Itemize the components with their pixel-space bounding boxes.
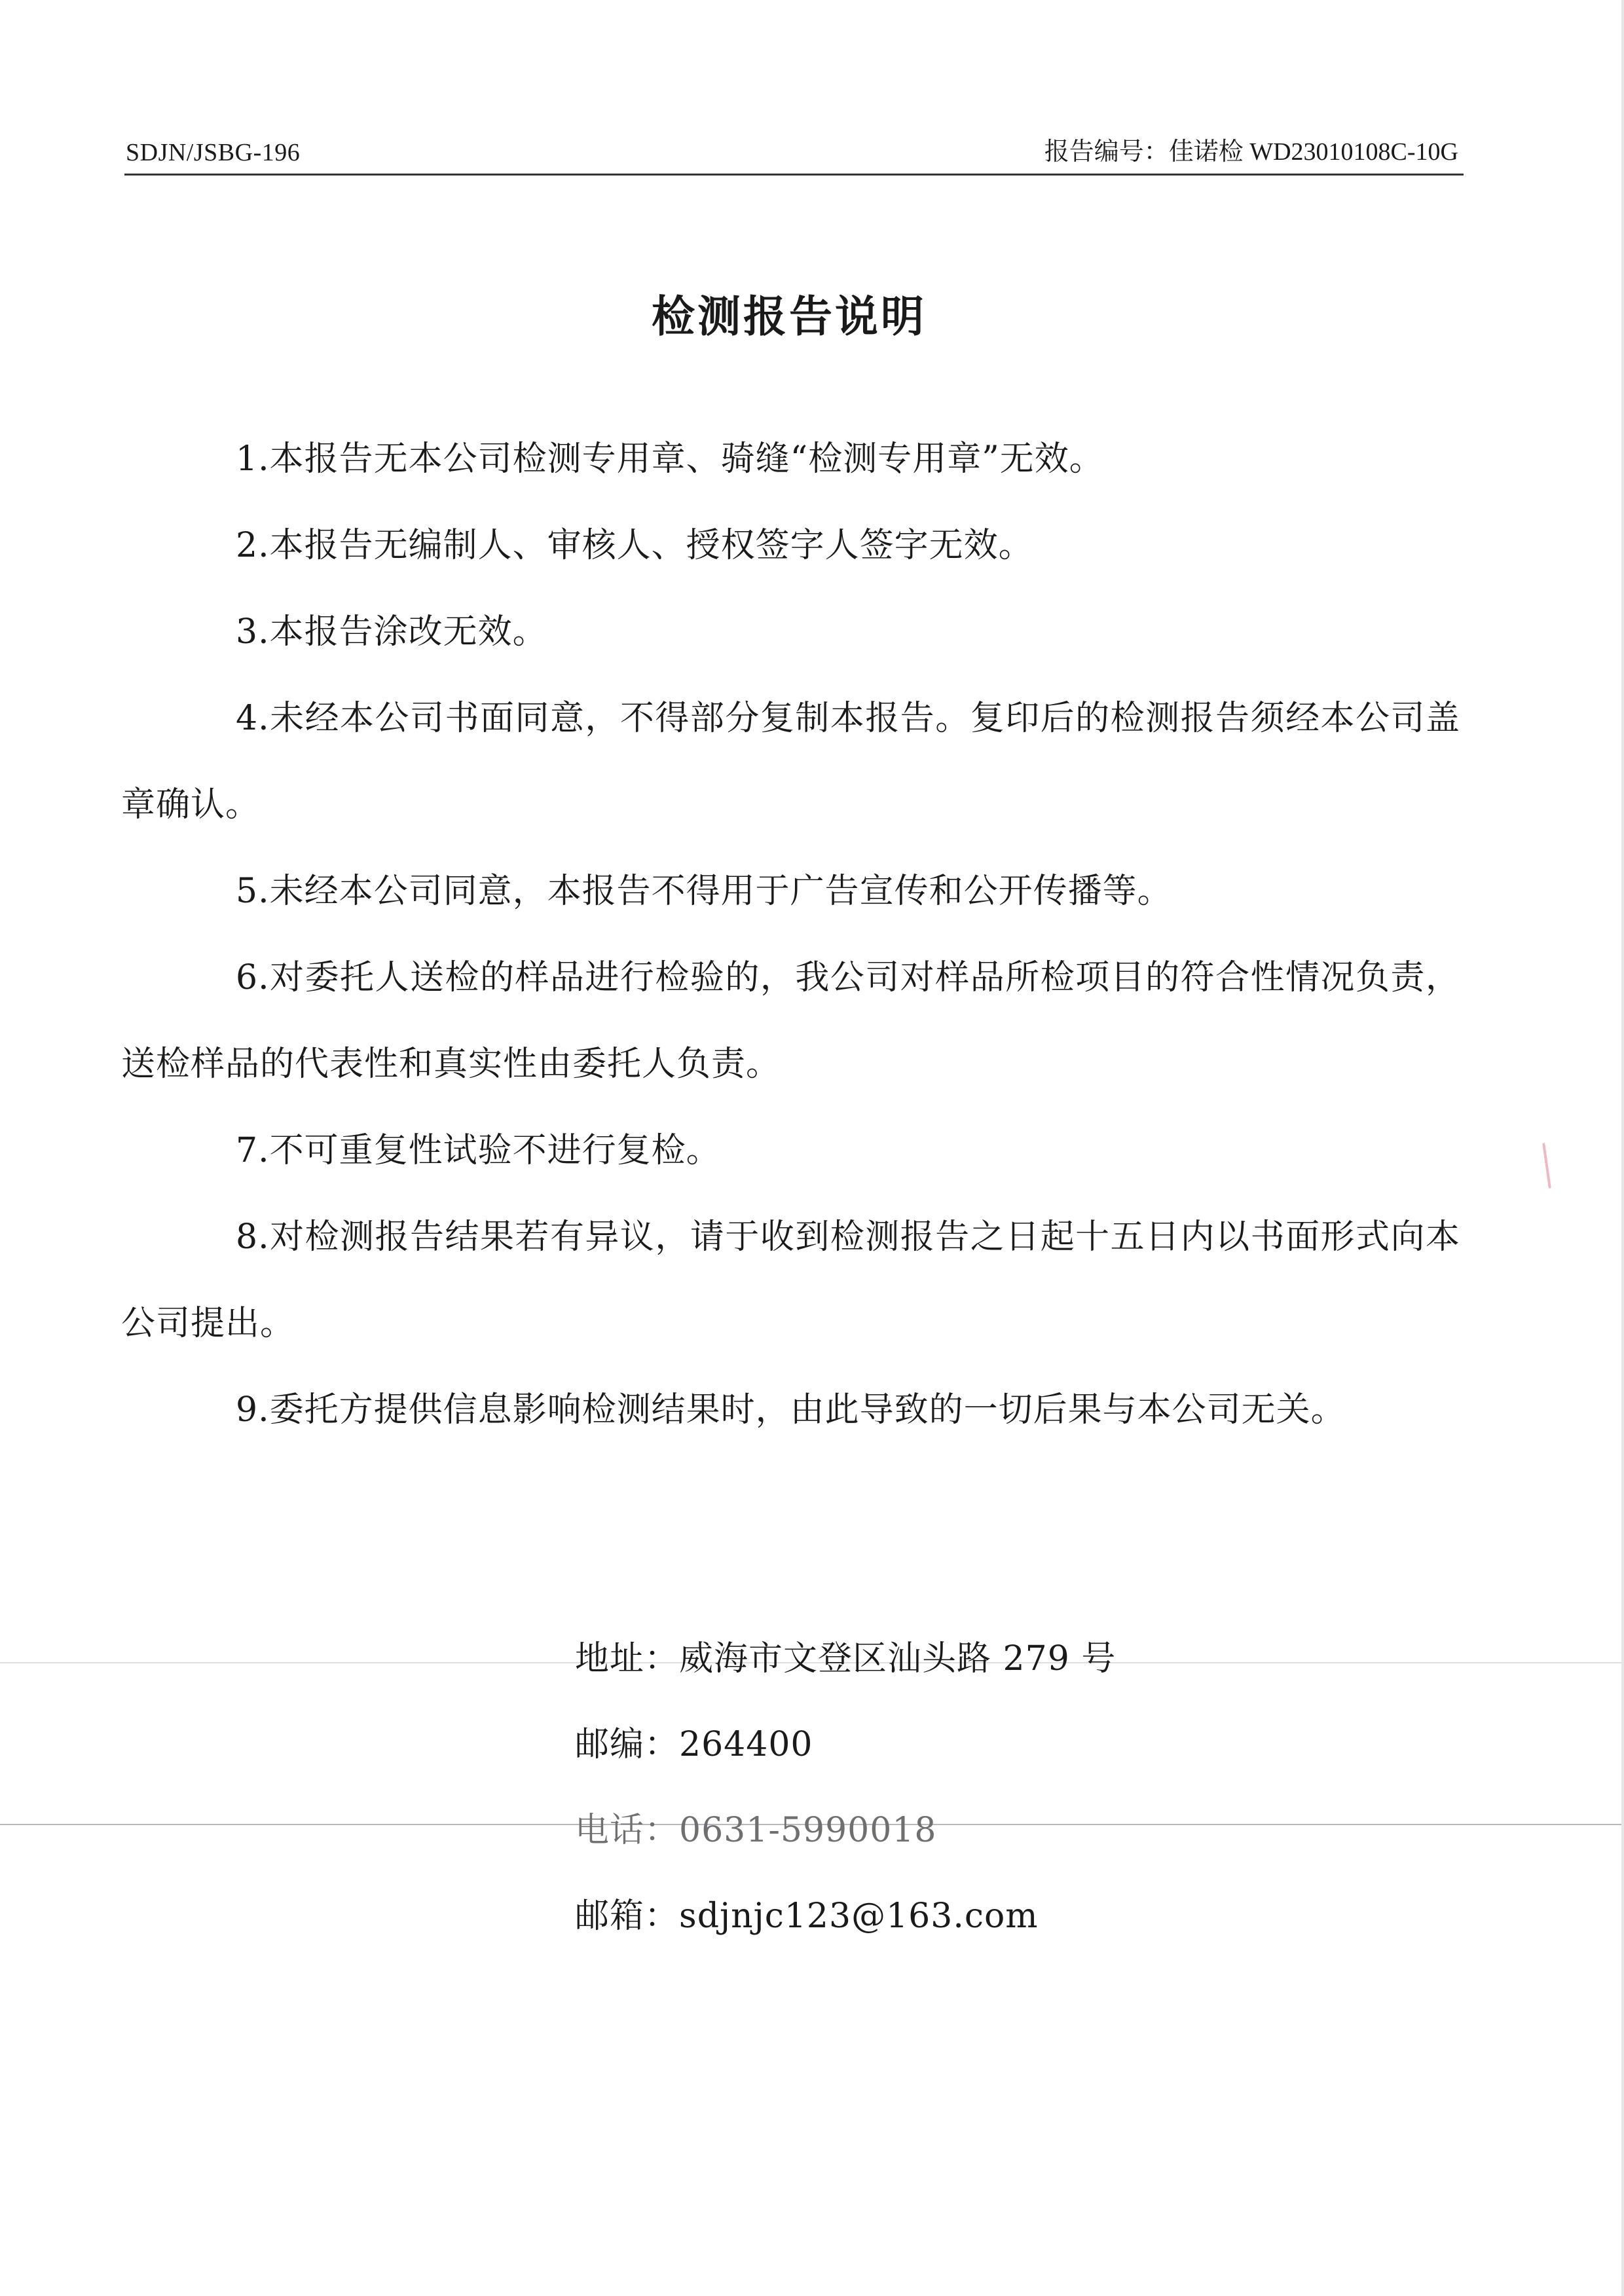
phone-label: 电话： <box>575 1811 680 1850</box>
note-item-2: 2.本报告无编制人、审核人、授权签字人签字无效。 <box>236 526 1033 565</box>
scan-edge-shadow <box>1621 0 1624 2296</box>
email-label: 邮箱： <box>575 1897 680 1936</box>
note-item-1: 1.本报告无本公司检测专用章、骑缝“检测专用章”无效。 <box>236 439 1104 479</box>
note-item-4: 4.未经本公司书面同意，不得部分复制本报告。复印后的检测报告须经本公司盖章确认。 <box>121 699 1460 824</box>
email-value: sdjnjc123@163.com <box>679 1897 1039 1936</box>
address-label: 地址： <box>575 1639 680 1678</box>
note-item-3: 3.本报告涂改无效。 <box>236 612 547 652</box>
notes-list <box>121 416 1460 1453</box>
note-item-6: 6.对委托人送检的样品进行检验的，我公司对样品所检项目的符合性情况负责，送检样品的代表性和真实性由委托人负责。 <box>121 958 1460 1084</box>
phone-value: 0631-5990018 <box>679 1811 937 1850</box>
page-title: 检测报告说明 <box>652 291 927 342</box>
contact-phone <box>575 1788 1116 1874</box>
report-number: 报告编号：佳诺检 WD23010108C-10G <box>1044 138 1458 166</box>
document-code: SDJN/JSBG-196 <box>126 139 301 166</box>
contact-block <box>575 1616 1116 1959</box>
contact-postcode <box>575 1702 1116 1788</box>
note-item-8: 8.对检测报告结果若有异议，请于收到检测报告之日起十五日内以书面形式向本公司提出。 <box>121 1217 1460 1343</box>
page-header <box>124 134 1464 176</box>
scan-mark <box>1542 1143 1551 1189</box>
note-item-5: 5.未经本公司同意，本报告不得用于广告宣传和公开传播等。 <box>236 872 1172 911</box>
address-value: 威海市文登区汕头路 279 号 <box>679 1639 1116 1678</box>
postcode-value: 264400 <box>679 1725 813 1764</box>
note-item-7: 7.不可重复性试验不进行复检。 <box>236 1131 721 1170</box>
note-item-9: 9.委托方提供信息影响检测结果时，由此导致的一切后果与本公司无关。 <box>236 1390 1346 1430</box>
contact-address <box>575 1616 1116 1702</box>
postcode-label: 邮编： <box>575 1725 680 1764</box>
contact-email <box>575 1874 1116 1959</box>
